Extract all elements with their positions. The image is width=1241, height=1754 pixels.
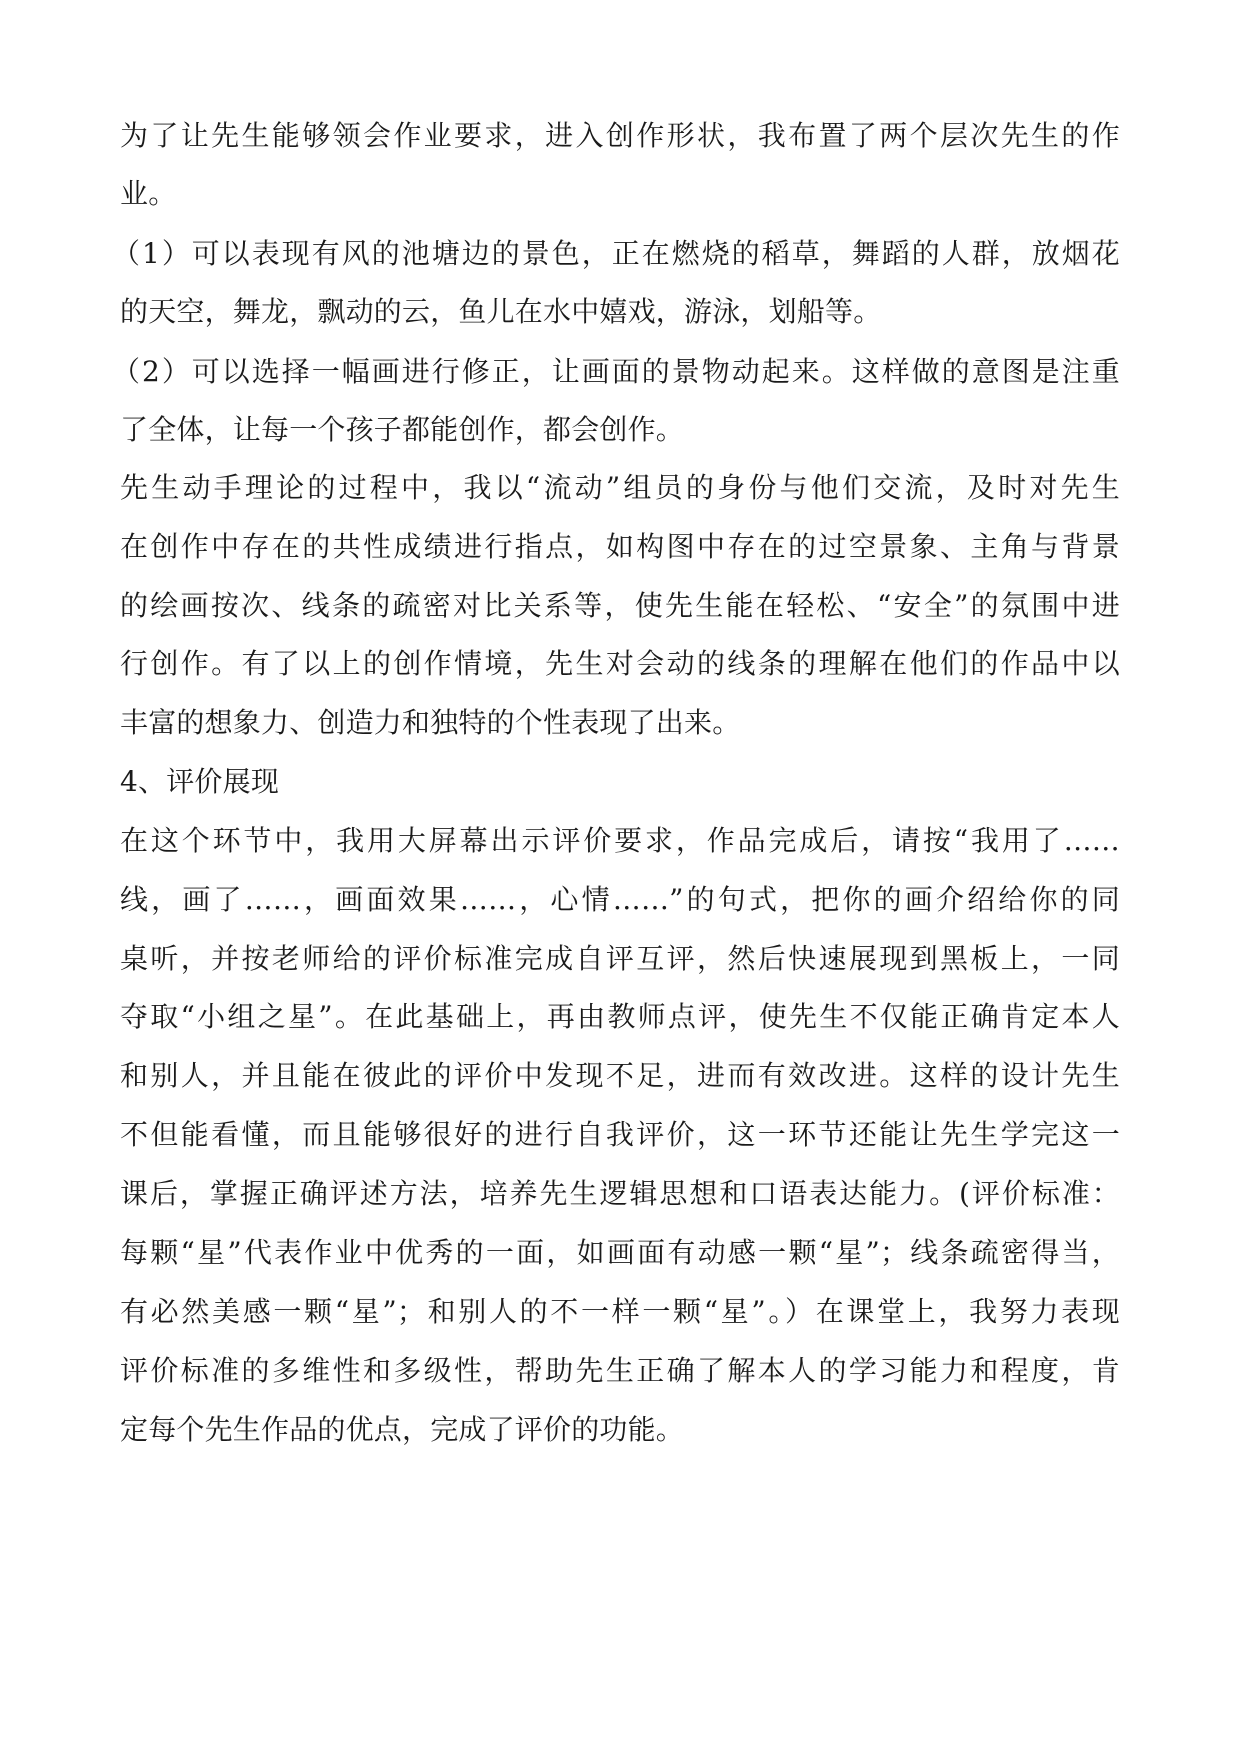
text-line-18: 不但能看懂，而且能够很好的进行自我评价，这一环节还能让先生学完这一 [120,1118,1120,1151]
text-line-17: 和别人，并且能在彼此的评价中发现不足，进而有效改进。这样的设计先生 [120,1059,1120,1092]
text-line-23: 定每个先生作品的优点，完成了评价的功能。 [120,1413,685,1446]
text-line-9: 的绘画按次、线条的疏密对比关系等，使先生能在轻松、“安全”的氛围中进 [120,589,1120,622]
text-line-10: 行创作。有了以上的创作情境，先生对会动的线条的理解在他们的作品中以 [120,647,1120,680]
text-line-15: 桌听，并按老师给的评价标准完成自评互评，然后快速展现到黑板上，一同 [120,942,1120,975]
text-line-3: （1）可以表现有风的池塘边的景色，正在燃烧的稻草，舞蹈的人群，放烟花 [112,237,1120,270]
text-line-5: （2）可以选择一幅画进行修正，让画面的景物动起来。这样做的意图是注重 [112,355,1120,388]
text-line-16: 夺取“小组之星”。在此基础上，再由教师点评，使先生不仅能正确肯定本人 [120,1000,1120,1033]
text-line-8: 在创作中存在的共性成绩进行指点，如构图中存在的过空景象、主角与背景 [120,530,1120,563]
text-line-22: 评价标准的多维性和多级性，帮助先生正确了解本人的学习能力和程度，肯 [120,1354,1120,1387]
text-line-2: 业。 [120,177,177,210]
text-line-4: 的天空，舞龙，飘动的云，鱼儿在水中嬉戏，游泳，划船等。 [120,295,882,328]
text-line-6: 了全体，让每一个孩子都能创作，都会创作。 [120,413,685,446]
text-line-20: 每颗“星”代表作业中优秀的一面，如画面有动感一颗“星”；线条疏密得当， [120,1236,1120,1269]
text-line-7: 先生动手理论的过程中，我以“流动”组员的身份与他们交流，及时对先生 [120,471,1120,504]
text-line-19: 课后，掌握正确评述方法，培养先生逻辑思想和口语表达能力。(评价标准： [120,1177,1120,1210]
text-line-21: 有必然美感一颗“星”；和别人的不一样一颗“星”。）在课堂上，我努力表现 [120,1295,1120,1328]
text-line-13: 在这个环节中，我用大屏幕出示评价要求，作品完成后，请按“我用了…… [120,824,1120,857]
text-line-14: 线，画了……，画面效果……，心情……”的句式，把你的画介绍给你的同 [120,883,1120,916]
text-line-1: 为了让先生能够领会作业要求，进入创作形状，我布置了两个层次先生的作 [120,119,1120,152]
text-line-11: 丰富的想象力、创造力和独特的个性表现了出来。 [120,706,741,739]
section-heading: 4、评价展现 [120,765,280,798]
